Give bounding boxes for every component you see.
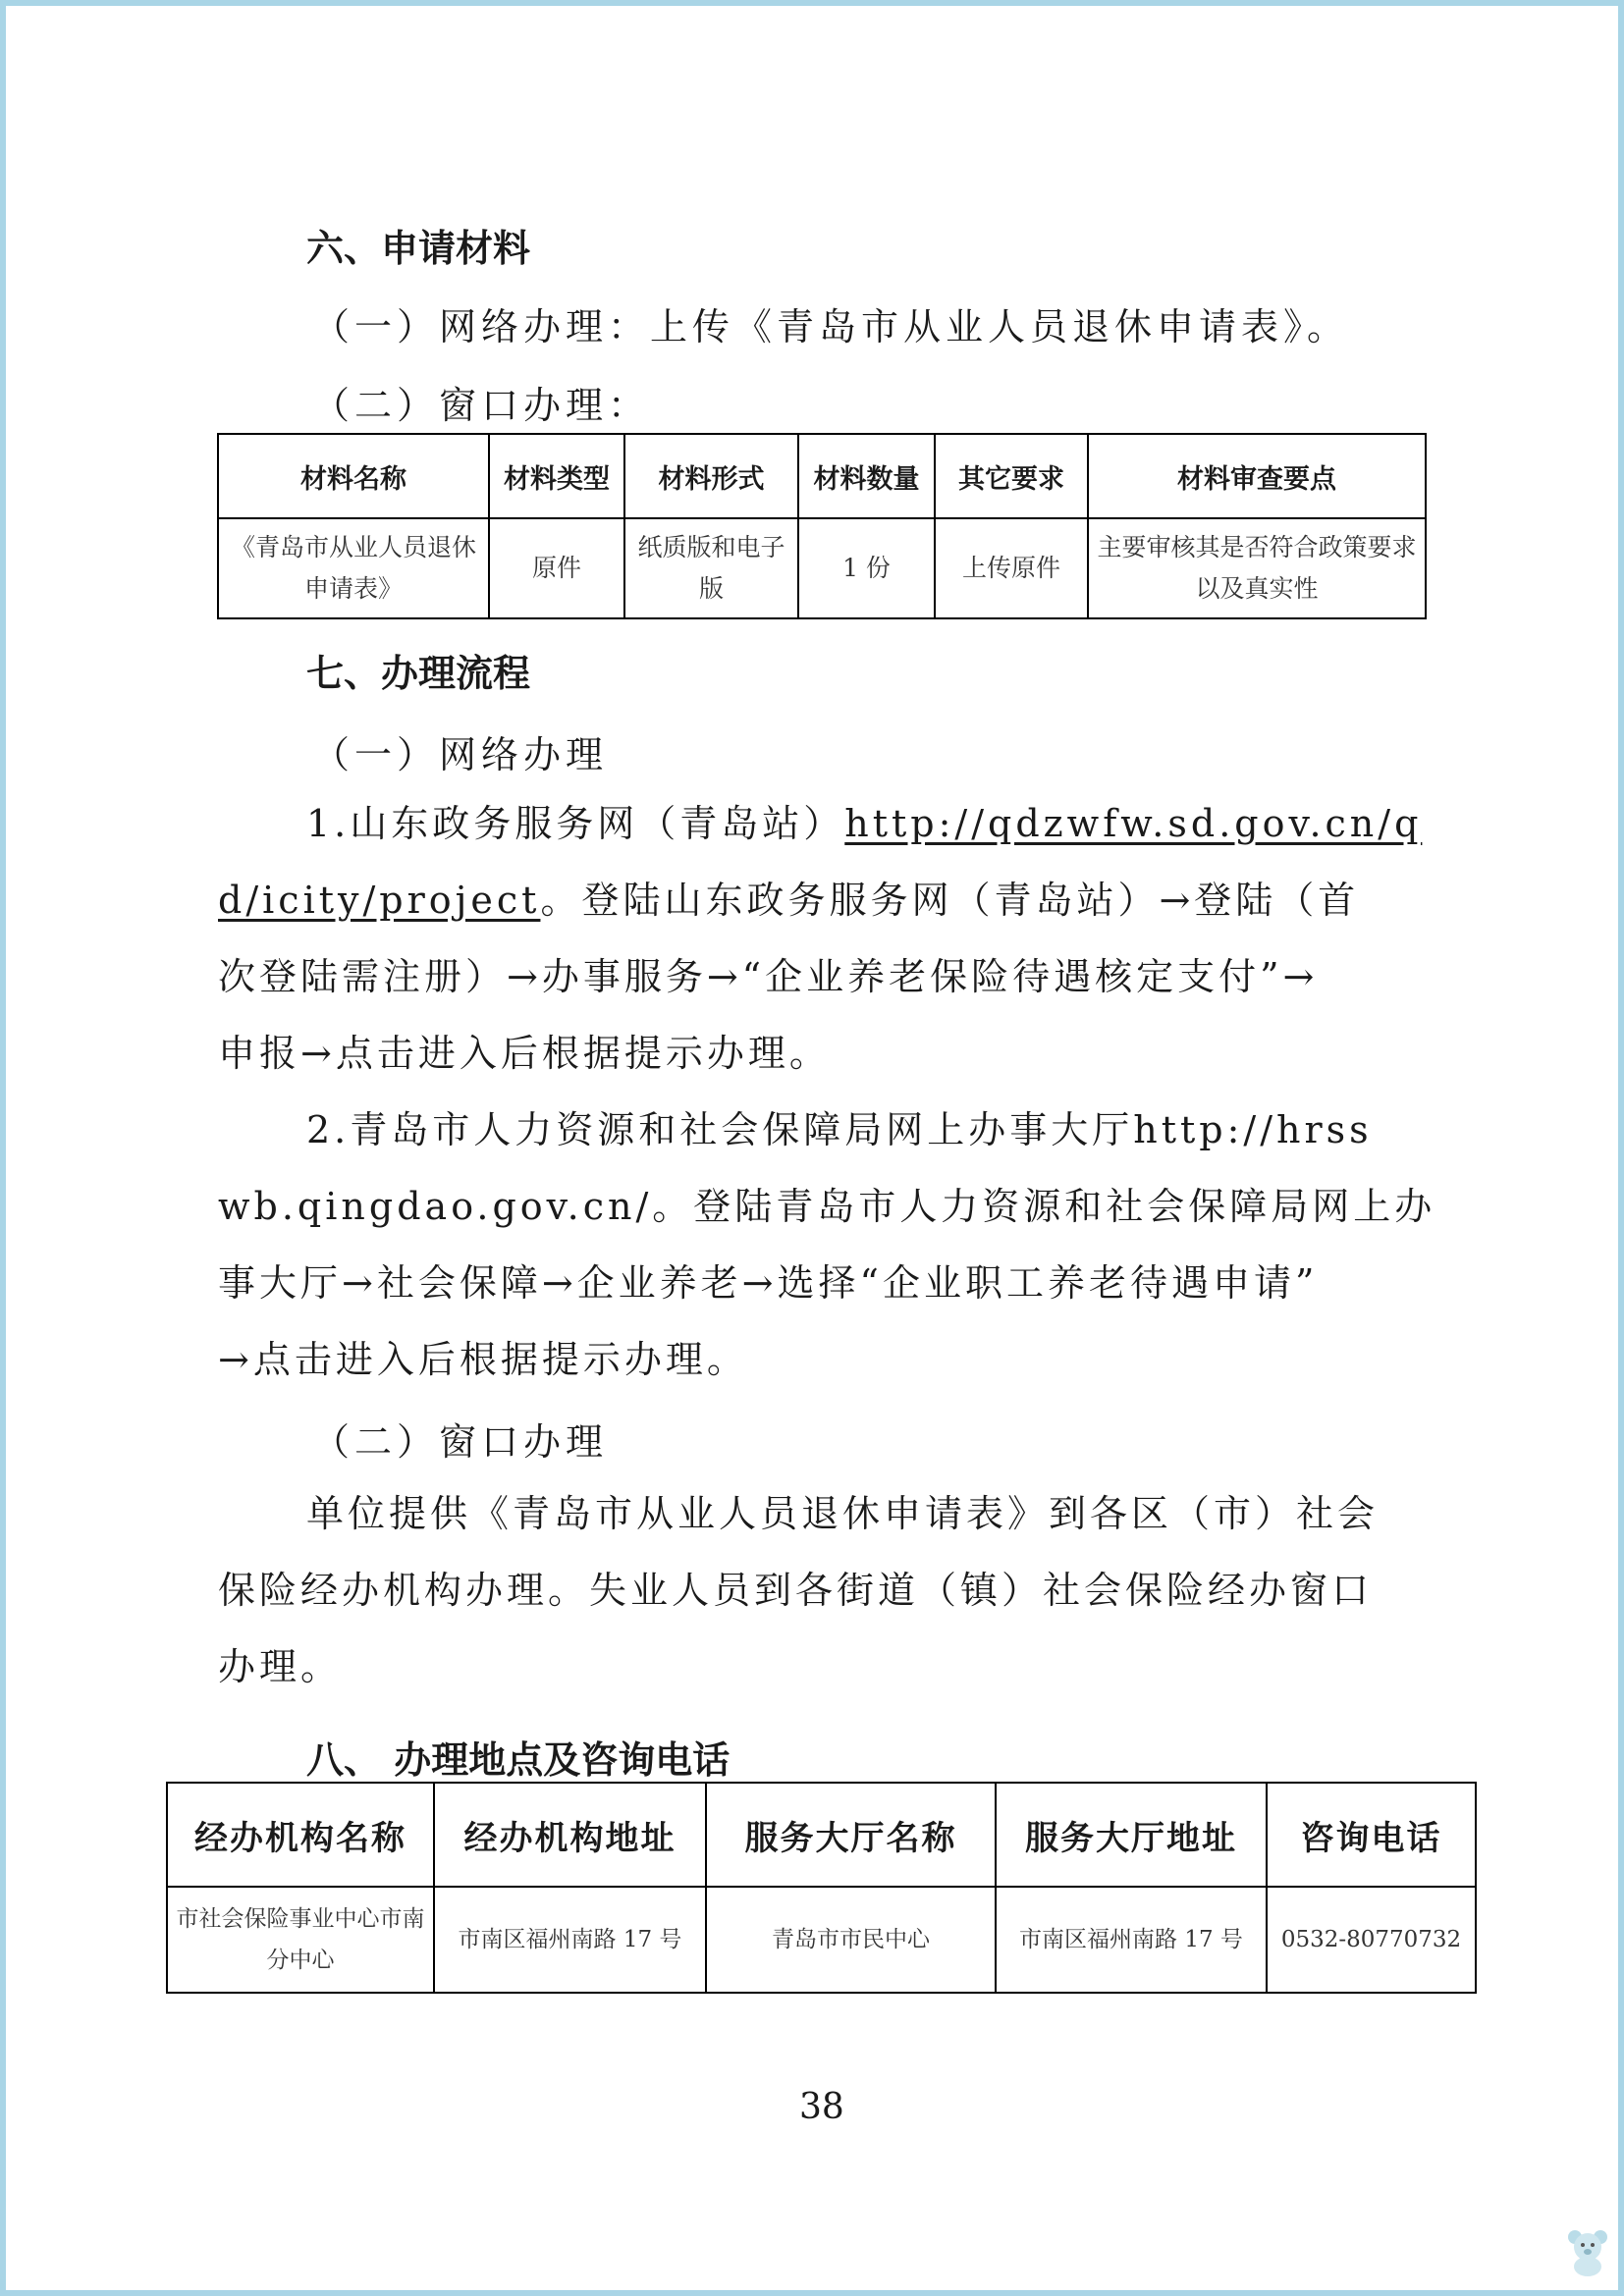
material-name-cell: 《青岛市从业人员退休申请表》 <box>218 518 489 618</box>
online-materials-line: （一）网络办理：上传《青岛市从业人员退休申请表》。 <box>312 305 1350 348</box>
column-header: 材料数量 <box>798 434 935 518</box>
phone-cell: 0532-80770732 <box>1267 1887 1476 1993</box>
process-step-1-line-3: 次登陆需注册）→办事服务→“企业养老保险待遇核定支付”→ <box>218 955 1319 998</box>
online-process-heading: （一）网络办理 <box>312 733 609 776</box>
material-other-cell: 上传原件 <box>935 518 1088 618</box>
window-process-text-line-3: 办理。 <box>218 1645 343 1688</box>
hall-name-cell: 青岛市市民中心 <box>706 1887 996 1993</box>
material-review-cell: 主要审核其是否符合政策要求以及真实性 <box>1088 518 1426 618</box>
step-1-text: 。登陆山东政务服务网（青岛站）→登陆（首 <box>540 879 1360 922</box>
column-header: 材料类型 <box>489 434 624 518</box>
material-form-cell: 纸质版和电子版 <box>624 518 798 618</box>
org-address-cell: 市南区福州南路 17 号 <box>434 1887 706 1993</box>
window-process-text: 单位提供《青岛市从业人员退休申请表》到各区（市）社会 <box>306 1492 1380 1535</box>
process-step-2-line-2: wb.qingdao.gov.cn/。登陆青岛市人力资源和社会保障局网上办 <box>218 1185 1436 1228</box>
material-qty-cell: 1 份 <box>798 518 935 618</box>
column-header: 咨询电话 <box>1267 1783 1476 1887</box>
window-process-text-line-2: 保险经办机构办理。失业人员到各街道（镇）社会保险经办窗口 <box>218 1569 1374 1612</box>
column-header: 服务大厅地址 <box>996 1783 1267 1887</box>
table-row <box>218 518 1426 618</box>
column-header: 材料审查要点 <box>1088 434 1426 518</box>
materials-table <box>217 433 1427 619</box>
teddy-bear-icon <box>1565 2227 1610 2280</box>
hall-address-cell: 市南区福州南路 17 号 <box>996 1887 1267 1993</box>
window-materials-heading: （二）窗口办理： <box>312 384 651 427</box>
shandong-portal-link[interactable]: http://qdzwfw.sd.gov.cn/q <box>844 802 1423 845</box>
process-step-2: 2.青岛市人力资源和社会保障局网上办事大厅http://hrss <box>306 1108 1373 1151</box>
process-step-1-line-2 <box>218 862 1359 938</box>
column-header: 服务大厅名称 <box>706 1783 996 1887</box>
column-header: 经办机构名称 <box>167 1783 434 1887</box>
section-heading-process: 七、办理流程 <box>306 652 531 695</box>
column-header: 材料形式 <box>624 434 798 518</box>
table-header-row <box>167 1783 1476 1887</box>
process-step-2-line-3: 事大厅→社会保障→企业养老→选择“企业职工养老待遇申请” <box>218 1261 1319 1305</box>
org-name-cell: 市社会保险事业中心市南分中心 <box>167 1887 434 1993</box>
column-header: 其它要求 <box>935 434 1088 518</box>
step-1-prefix: 1.山东政务服务网（青岛站） <box>306 802 845 845</box>
page-number: 38 <box>799 2087 844 2127</box>
process-step-2-line-4: →点击进入后根据提示办理。 <box>218 1338 748 1381</box>
material-type-cell: 原件 <box>489 518 624 618</box>
section-heading-contact: 八、 办理地点及咨询电话 <box>306 1738 731 1782</box>
column-header: 经办机构地址 <box>434 1783 706 1887</box>
table-header-row <box>218 434 1426 518</box>
table-row <box>167 1887 1476 1993</box>
shandong-portal-link-cont[interactable]: d/icity/project <box>218 879 541 922</box>
process-step-1-line-4: 申报→点击进入后根据提示办理。 <box>218 1032 831 1075</box>
column-header: 材料名称 <box>218 434 489 518</box>
contact-table <box>166 1782 1477 1994</box>
process-step-1 <box>306 785 1422 862</box>
window-process-heading: （二）窗口办理 <box>312 1420 609 1464</box>
section-heading-materials: 六、申请材料 <box>306 227 531 270</box>
